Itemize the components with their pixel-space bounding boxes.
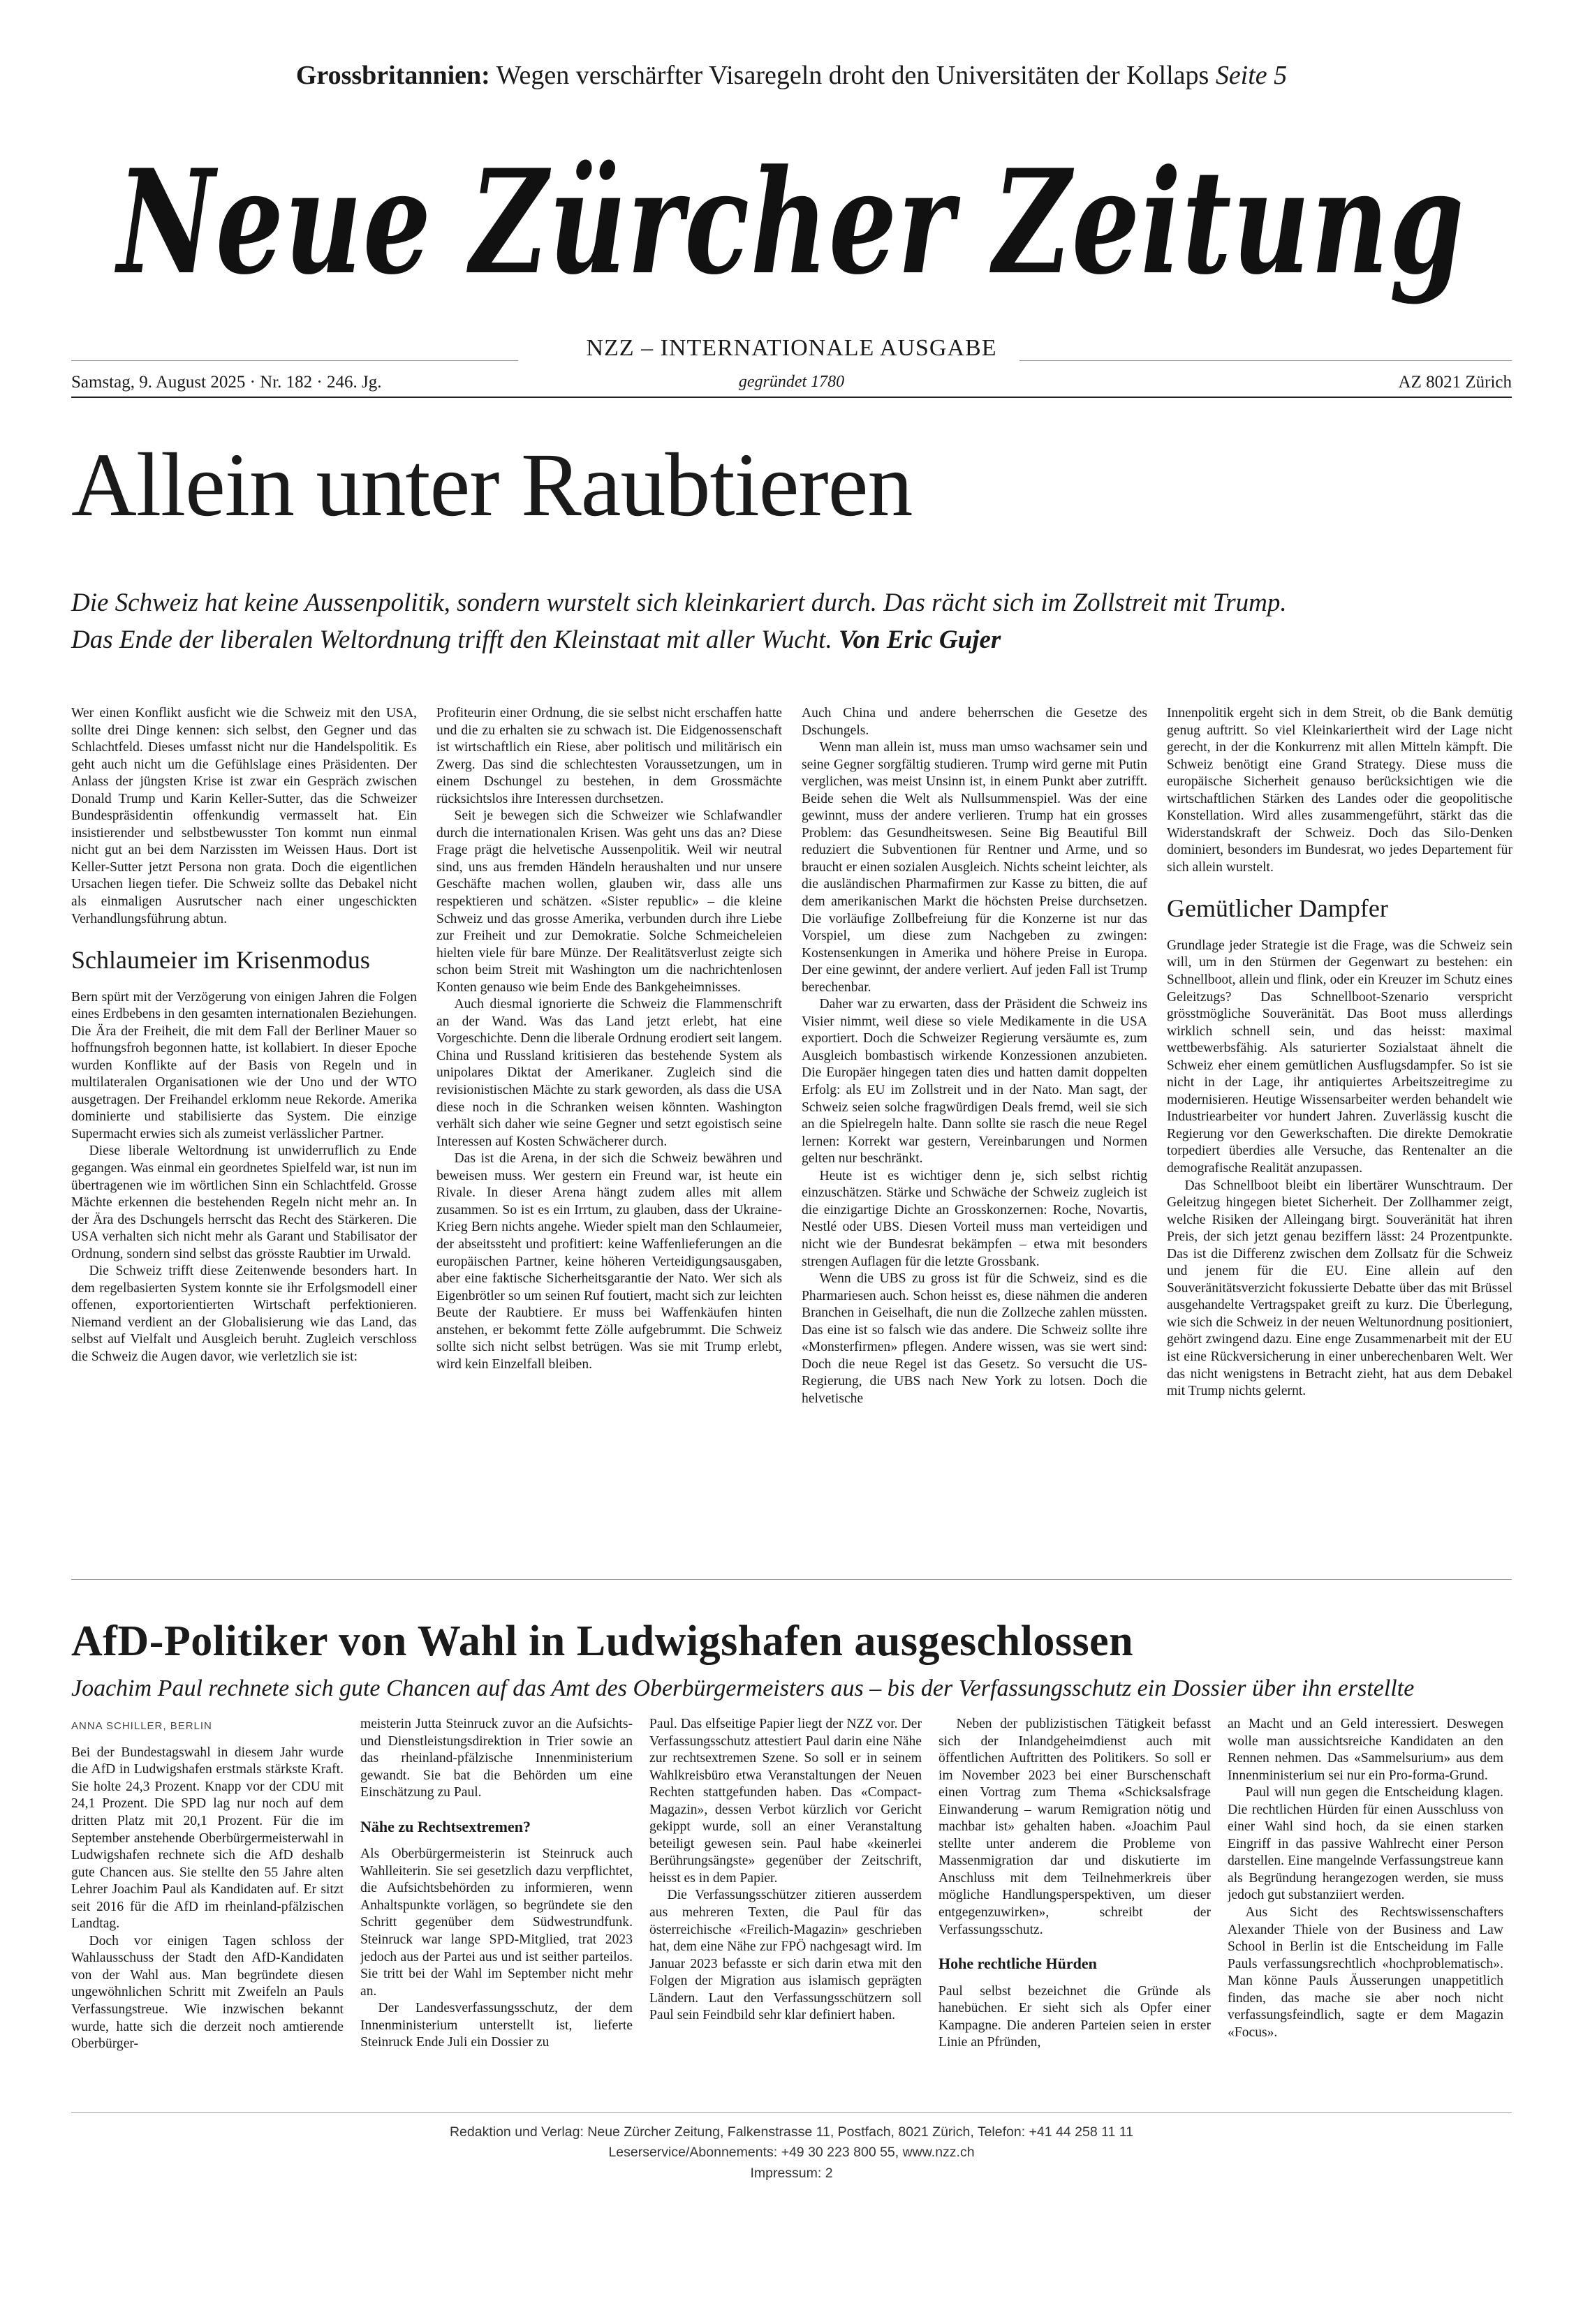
paragraph: Wer einen Konflikt ausficht wie die Schweiz mit den USA, sollte drei Dinge kennen: sich selbst, den Gegner und das Schlachtfeld. Dieses umfasst nicht nur die Handelspolitik. Es geht auch nicht um die Gefühlslage eines Präsidenten. Der Anlass der jüngsten Krise ist zwar ein Gespräch zwischen Donald Trump und Karin Keller-Sutter, das die Schweizer Bundespräsidentin offenkundig vermasselt hat. Ein insistierender und selbstbewusster Ton kommt nun einmal nicht gut an bei dem Narzissten im Weissen Haus. Dort ist Keller-Sutter jetzt Persona non grata. Doch die eigentlichen Ursachen liegen tiefer. Die Schweiz sollte das Debakel nicht als einmaligen Ausrutscher nach einer ungeschickten Verhandlungsführung abtun.: [71, 706, 417, 926]
lead-headline[interactable]: Allein unter Raubtieren: [71, 435, 913, 535]
second-column-3: [649, 1716, 937, 2107]
teaser-text: Wegen verschärfter Visaregeln droht den Universitäten der Kollaps: [496, 61, 1209, 90]
paragraph: an Macht und an Geld interessiert. Deswegen wolle man aussichtsreiche Kandidaten an den Rennen nehmen. Das «Sammelsurium» aus dem Innenministerium sei nur ein Pro-forma-Grund.: [1228, 1717, 1503, 1783]
subhead: Nähe zu Rechtsextremen?: [360, 1817, 531, 1835]
lead-author: Von Eric Gujer: [838, 625, 1001, 654]
paragraph: Aus Sicht des Rechtswissenschafters Alexander Thiele von der Business and Law School in Berlin ist die Entscheidung im Falle Pauls verfassungsrechtlich «hochproblematisch». Man könne Pauls Äusserungen unappetitlich finden, das mache sie aber noch nicht verfassungsfeindlich, sagte er dem Magazin «Focus».: [1228, 1905, 1503, 2040]
front-page-teaser[interactable]: [0, 60, 1583, 91]
paragraph: Auch China und andere beherrschen die Gesetze des Dschungels.: [802, 706, 1147, 738]
dateline: Samstag, 9. August 2025 · Nr. 182 · 246. Jg.: [71, 373, 382, 392]
teaser-page-ref: Seite 5: [1215, 61, 1288, 90]
founded-label: gegründet 1780: [738, 373, 845, 391]
byline: ANNA SCHILLER, BERLIN: [71, 1720, 212, 1732]
paragraph: Daher war zu erwarten, dass der Präsident die Schweiz ins Visier nimmt, weil diese so viele Medikamente in die USA exportiert. Doch die Schweizer Regierung versäumte es, zum Ausgleich bombastisch wirkende Konzessionen anzubieten. Die Europäer hingegen taten dies und hatten damit doppelten Erfolg: als EU im Zollstreit und in der Nato. Man sagt, der Schweiz seien solche fragwürdigen Deals fremd, weil sie sich an die Spielregeln halte. Dann sollte sie rasch die neue Regel lernen: Korrekt war gestern, Vereinbarungen und Normen gelten nur beschränkt.: [802, 997, 1147, 1167]
paragraph: Das Schnellboot bleibt ein libertärer Wunschtraum. Der Geleitzug hingegen bietet Sicherheit. Der Zollhammer zeigt, welche Risiken der Alleingang birgt. Souveränität hat ihren Preis, der sich jetzt genau beziffern lässt: 24 Prozentpunkte. Das ist die Differenz zwischen dem Zollsatz für die Schweiz und jenem für die EU. Eine allein auf den Souveränitätsverzicht fokussierte Debatte über das mit Brüssel ausgehandelte Vertragspaket greift zu kurz. Die Überlegung, wie sich die Schweiz in der neuen Weltunordnung positioniert, gehört zwingend dazu. Eine enge Zusammenarbeit mit der EU ist eine Rückversicherung in einer unberechenbaren Welt. Wer das nicht wenigstens in Betracht zieht, hat aus dem Debakel mit Trump nichts gelernt.: [1167, 1178, 1512, 1399]
masthead-title-text: Neue Zürcher Zeitung: [114, 139, 1465, 306]
lead-article-body: [71, 705, 1512, 1578]
second-subline: Joachim Paul rechnete sich gute Chancen auf das Amt des Oberbürgermeisters aus – bis der Verfassungsschutz ein Dossier über ihn erstellte: [71, 1675, 1415, 1701]
lead-standfirst-line1: Die Schweiz hat keine Aussenpolitik, sondern wurstelt sich kleinkariert durch. Das rächt sich im Zollstreit mit Trump.: [71, 589, 1287, 617]
second-column-4: [938, 1716, 1226, 2107]
lead-column-4: [1167, 705, 1512, 1578]
subhead: Gemütlicher Dampfer: [1167, 894, 1388, 923]
footer-imprint: Impressum: 2: [750, 2165, 833, 2181]
lead-column-1: [71, 705, 431, 1578]
paragraph: Bei der Bundestagswahl in diesem Jahr wurde die AfD in Ludwigshafen erstmals stärkste Kraft. Sie holte 24,3 Prozent. Knapp vor der CDU mit 24,1 Prozent. Die SPD lag nur noch auf dem dritten Platz mit 20,1 Prozent. Für die im September anstehende Oberbürgermeisterwahl in Ludwigshafen rechnete sich die AfD deshalb gute Chancen aus. Sie stellte den 55 Jahre alten Lehrer Joachim Paul als Kandidaten auf. Er sitzt seit 2016 für die AfD im rheinland-pfälzischen Landtag.: [71, 1745, 344, 1932]
paragraph: Doch vor einigen Tagen schloss der Wahlausschuss der Stadt den AfD-Kandidaten von der Wahl aus. Man begründete diesen ungewöhnlichen Schritt mit Zweifeln an Pauls Verfassungstreue. Wie inzwischen bekannt wurde, hatte sich die derzeit noch amtierende Oberbürger-: [71, 1933, 344, 2052]
paragraph: Seit je bewegen sich die Schweizer wie Schlafwandler durch die internationalen Krisen. Was geht uns das an? Diese Frage prägt die helvetische Aussenpolitik. Weil wir neutral sind, uns aus fremden Händeln heraushalten und nur unsere Geschäfte machen wollen, glauben wir, dass alle uns respektieren und schätzen. «Sister republic» – die kleine Schweiz und das grosse Amerika, verbunden durch ihre Liebe zur Freiheit und zur Demokratie. Solche Schmeicheleien hielten viele für bare Münze. Der Realitätsverlust zeigte sich schon beim Streit mit Washington um die nachrichtenlosen Konten genauso wie beim Ende des Bankgeheimnisses.: [436, 808, 782, 995]
subhead: Hohe rechtliche Hürden: [938, 1955, 1097, 1973]
second-column-5: [1228, 1716, 1503, 2107]
edition-label: NZZ – INTERNATIONALE AUSGABE: [586, 335, 997, 361]
lead-column-3: [802, 705, 1161, 1578]
lead-column-2: [436, 705, 796, 1578]
zip-label: AZ 8021 Zürich: [1398, 373, 1512, 392]
paragraph: Das ist die Arena, in der sich die Schweiz bewähren und beweisen muss. Wer gestern ein Freund war, ist heute ein Rivale. In dieser Arena hängt zudem alles mit allem zusammen. So ist es ein Irrtum, zu glauben, dass der Ukraine-Krieg Bern nichts angehe. Wieder spielt man den Schlaumeier, der abseitssteht und profitiert: keine Waffenlieferungen an die europäischen Partner, keine höheren Verteidigungsausgaben, aber eine faktische Sicherheitsgarantie der Nato. Wer sich als Eigenbrötler so um seinen Ruf foutiert, macht sich zur leichten Beute der Raubtiere. Er muss bei Waffenkäufen hinten anstehen, er bekommt fette Zölle aufgebrummt. Die Schweiz sollte sich nicht selbst betrügen. Was sie mit Trump erlebt, wird kein Einzelfall bleiben.: [436, 1151, 782, 1372]
subhead: Schlaumeier im Krisenmodus: [71, 946, 370, 975]
footer-rule: [71, 2112, 1512, 2113]
paragraph: Paul selbst bezeichnet die Gründe als hanebüchen. Er sieht sich als Opfer einer Kampagne. Die anderen Parteien seien in erster Linie an Pfründen,: [938, 1983, 1211, 2050]
second-article-body: [71, 1716, 1503, 2107]
paragraph: Bern spürt mit der Verzögerung von einigen Jahren die Folgen eines Erdbebens in den gesamten internationalen Beziehungen. Die Ära der Freiheit, die mit dem Fall der Berliner Mauer so hoffnungsfroh begonnen hatte, ist kollabiert. In dieser Epoche wurden Konflikte auf der Basis von Regeln und in multilateralen Organisationen wie der Uno und der WTO ausgetragen. Der Freihandel erklomm neue Rekorde. Amerika dominierte und stabilisierte das System. Die einzige Supermacht erwies sich als zumeist verlässlicher Partner.: [71, 989, 417, 1141]
paragraph: Der Landesverfassungsschutz, der dem Innenministerium unterstellt ist, lieferte Steinruck Ende Juli ein Dossier zu: [360, 2001, 633, 2050]
second-column-1: [71, 1716, 359, 2107]
paragraph: Diese liberale Weltordnung ist unwiderruflich zu Ende gegangen. Was einmal ein geordnetes Spielfeld war, ist nun im übertragenen wie im wörtlichen Sinn ein Schlachtfeld. Grosse Mächte erkennen die bestehenden Regeln nicht mehr an. In der Ära des Dschungels herrscht das Recht des Stärkeren. Die USA verhalten sich nicht mehr als Garant und Stabilisator der Ordnung, sondern sind selbst das grösste Raubtier im Urwald.: [71, 1144, 417, 1261]
paragraph: Auch diesmal ignorierte die Schweiz die Flammenschrift an der Wand. Was das Land jetzt erlebt, hat eine Vorgeschichte. Denn die liberale Ordnung erodiert seit langem. China und Russland kritisieren das bestehende System als unipolares Diktat der Amerikaner. Zugleich sind die revisionistischen Mächte zu stark geworden, als dass die USA diese noch in die Schranken weisen könnten. Washington verhält sich daher wie seine Gegner und setzt egoistisch seine Interessen auf Kosten Schwächerer durch.: [436, 997, 782, 1149]
paragraph: Wenn man allein ist, muss man umso wachsamer sein und seine Gegner sorgfältig studieren. Trump wird gerne mit Putin verglichen, was meist Unsinn ist, in einem Punkt aber zutrifft. Beide sehen die Welt als Nullsummenspiel. Was der eine gewinnt, muss der andere verlieren. Trump hat ein grosses Problem: das Gesundheitswesen. Seine Big Beautiful Bill reduziert die Subventionen für Rentner und Arme, und so braucht er einen sozialen Ausgleich. Nichts scheint leichter, als die ausländischen Pharmafirmen zur Kasse zu bitten, die auf dem amerikanischen Markt die höchsten Preise durchsetzen. Die vorläufige Zollbefreiung für die Konzerne ist nur das Vorspiel, um diese zum Nachgeben zu zwingen: Kostensenkungen in Amerika und höhere Preise in Europa. Der eine gewinnt, der andere verliert. Auf jeden Fall ist Trump berechenbar.: [802, 740, 1147, 995]
masthead-title: [0, 112, 1583, 349]
paragraph: Als Oberbürgermeisterin ist Steinruck auch Wahlleiterin. Sie sei gesetzlich dazu verpflichtet, die Aufsichtsbehörden zu informieren, wenn Anhaltspunkte vorlägen, so begründete sie den Schritt gegenüber dem Südwestrundfunk. Steinruck war lange SPD-Mitglied, trat 2023 jedoch aus der Partei aus und ist seither parteilos. Sie tritt bei der Wahl im September nicht mehr an.: [360, 1846, 633, 1999]
footer-address: Redaktion und Verlag: Neue Zürcher Zeitung, Falkenstrasse 11, Postfach, 8021 Zürich, Telefon: +41 44 258 11 11: [449, 2124, 1134, 2140]
paragraph: Neben der publizistischen Tätigkeit befasst sich der Inlandgeheimdienst auch mit öffentlichen Auftritten des Politikers. So soll er im November 2023 bei einer Burschenschaft einen Vortrag zum Thema «Schicksalsfrage Einwanderung – warum Remigration nötig und machbar ist» gehalten haben. «Joachim Paul stellte unter anderem die Probleme von Massenmigration dar und diskutierte im Anschluss mit dem Teilnehmerkreis über mögliche Handlungsperspektiven, um dieser entgegenzuwirken», schreibt der Verfassungsschutz.: [938, 1717, 1211, 1937]
masthead-bottom-rule: [71, 397, 1512, 398]
paragraph: Wenn die UBS zu gross ist für die Schweiz, sind es die Pharmariesen auch. Schon heisst es, diese nähmen die anderen Branchen in Geiselhaft, die nun die Zollzeche zahlen müssten. Das eine ist so falsch wie das andere. Die Schweiz sollte ihre «Monsterfirmen» pflegen. Andere wissen, was sie wert sind: Doch die neue Regel ist das Gesetz. So versucht die US-Regierung, die UBS nach New York zu lotsen. Doch die helvetische: [802, 1271, 1147, 1406]
paragraph: Grundlage jeder Strategie ist die Frage, was die Schweiz sein will, um in den Stürmen der Gegenwart zu bestehen: ein Schnellboot, allein und flink, oder ein Kreuzer im Schutz eines Geleitzugs? Das Schnellboot-Szenario verspricht grösstmögliche Souveränität. Das Boot muss allerdings wirklich schnell sein, und das heisst: maximal wettbewerbsfähig. Als saturierter Sozialstaat ähnelt die Schweiz eher einem gemütlichen Ausflugsdampfer. So ist sie nicht in der Lage, ihr antiquiertes Arbeitszeitregime zu modernisieren. Heutige Wissensarbeiter werden behandelt wie Industriearbeiter vor hundert Jahren. Zuverlässig kuscht die Regierung vor den Gewerkschaften. Die direkte Demokratie torpediert überdies alle Versuche, das Rentenalter an die demografische Realität anzupassen.: [1167, 938, 1512, 1176]
paragraph: Innenpolitik ergeht sich in dem Streit, ob die Bank demütig genug auftritt. So viel Kleinkariertheit wird der Lage nicht gerecht, in der die Konkurrenz mit allen Mitteln kämpft. Die Schweiz benötigt eine Grand Strategy. Diese muss die europäische Sicherheit genauso berücksichtigen wie die wirtschaftlichen Stärken des Landes oder die geopolitische Konstellation. Wird alles zusammengeführt, stärkt das die Widerstandskraft der Schweiz. Doch das Silo-Denken dominiert, besonders im Bundesrat, wo jedes Departement für sich allein wurstelt.: [1167, 706, 1512, 875]
teaser-label: Grossbritannien:: [295, 61, 490, 90]
paragraph: Paul will nun gegen die Entscheidung klagen. Die rechtlichen Hürden für einen Ausschluss von einer Wahl sind hoch, da sie einen starken Eingriff in das passive Wahlrecht einer Person darstellen. Eine mangelnde Verfassungstreue kann als Begründung herangezogen werden, sie muss jedoch gut substanziiert werden.: [1228, 1785, 1503, 1903]
masthead-logo: [0, 112, 1583, 349]
lead-standfirst-line2: Das Ende der liberalen Weltordnung trifft den Kleinstaat mit aller Wucht.: [71, 625, 832, 654]
paragraph: Paul. Das elfseitige Papier liegt der NZZ vor. Der Verfassungsschutz attestiert Paul darin eine Nähe zur rechtsextremen Szene. So soll er in seinem Wahlkreisbüro etwa Veranstaltungen der Neuen Rechten stattgefunden haben. Das «Compact-Magazin», dessen Verbot kürzlich vor Gericht gekippt wurde, soll an einer Veranstaltung beteiligt gewesen sein. Paul habe «keinerlei Berührungsängste» gegenüber der Zeitschrift, heisst es in dem Papier.: [649, 1717, 922, 1886]
paragraph: Die Schweiz trifft diese Zeitenwende besonders hart. In dem regelbasierten System konnte sie ihr Erfolgsmodell einer offenen, exportorientierten Wirtschaft perfektionieren. Niemand verdient an der Globalisierung wie das Land, das selbst auf Vielfalt und Ausgleich beruht. Zugleich verschloss die Schweiz die Augen davor, wie verletzlich sie ist:: [71, 1264, 417, 1364]
second-column-2: [360, 1716, 648, 2107]
second-headline[interactable]: AfD-Politiker von Wahl in Ludwigshafen ausgeschlossen: [71, 1618, 1134, 1665]
footer-service: Leserservice/Abonnements: +49 30 223 800 55, www.nzz.ch: [608, 2145, 975, 2161]
paragraph: Profiteurin einer Ordnung, die sie selbst nicht erschaffen hatte und die zu erhalten sie zu schwach ist. Die Eidgenossenschaft ist wirtschaftlich ein Riese, aber politisch und militärisch ein Zwerg. Das sind die schlechtesten Voraussetzungen, um in einem Dschungel zu bestehen, in dem Grossmächte rücksichtslos ihre Interessen durchsetzen.: [436, 706, 782, 806]
section-divider: [71, 1579, 1512, 1580]
imprint-footer: [0, 2122, 1583, 2184]
paragraph: Die Verfassungsschützer zitieren ausserdem aus mehreren Texten, die Paul für das österreichische «Freilich-Magazin» geschrieben hat, dem eine Nähe zur FPÖ nachgesagt wird. Im Januar 2023 befasste er sich darin etwa mit den Folgen der Migration aus islamisch geprägten Ländern. Laut den Verfassungsschützern soll Paul sein Feindbild sehr klar definiert haben.: [649, 1888, 922, 2023]
paragraph: Heute ist es wichtiger denn je, sich selbst richtig einzuschätzen. Stärke und Schwäche der Schweiz zugleich ist die einzigartige Dichte an Grosskonzernen: Roche, Novartis, Nestlé oder UBS. Diesen Vorteil muss man verteidigen und nicht wie der Bundesrat bekämpfen – etwa mit besonders strengen Auflagen für die letzte Grossbank.: [802, 1168, 1147, 1269]
lead-standfirst: [71, 585, 1510, 659]
paragraph: meisterin Jutta Steinruck zuvor an die Aufsichts- und Dienstleistungsdirektion in Trier sowie an das rheinland-pfälzische Innenministerium gewandt. Sie bat die Behörden um eine Einschätzung zu Paul.: [360, 1717, 633, 1800]
